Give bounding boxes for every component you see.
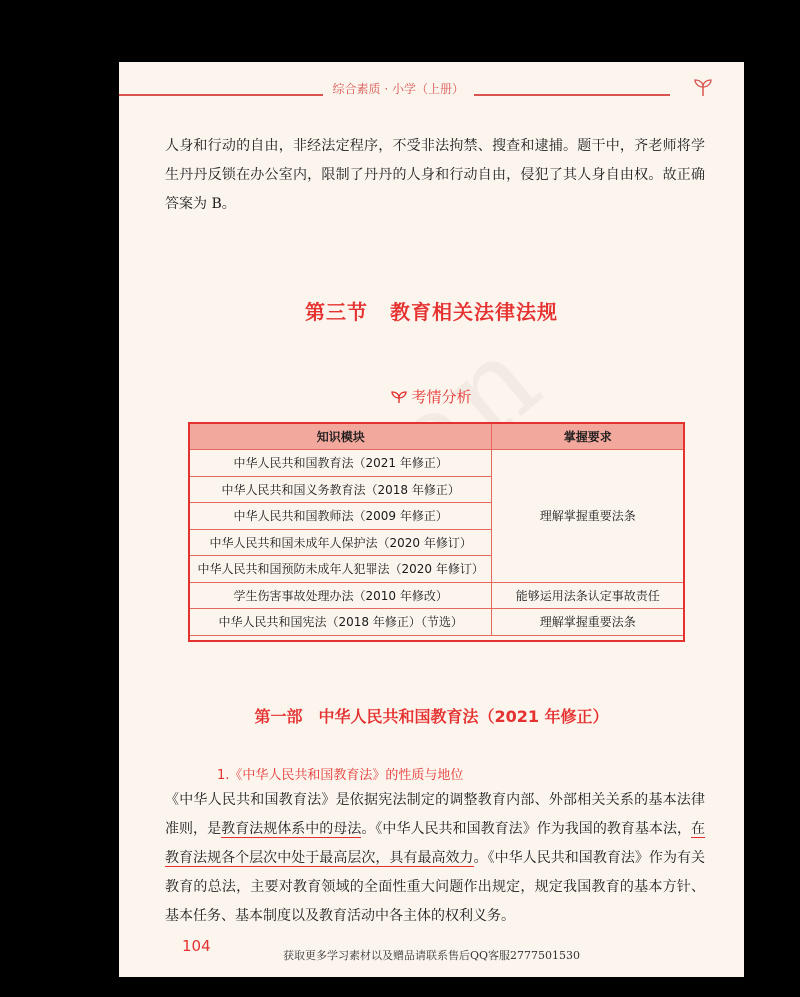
- analysis-title: 考情分析: [411, 388, 472, 406]
- promo-footer: 获取更多学习素材以及赠品请联系售后QQ客服2777501530: [282, 949, 581, 962]
- subheading: 1.《中华人民共和国教育法》的性质与地位: [217, 768, 464, 783]
- sprout-icon: [692, 76, 714, 98]
- table-cell: 学生伤害事故处理办法（2010 年修改）: [190, 582, 492, 609]
- table-cell: 中华人民共和国义务教育法（2018 年修正）: [190, 476, 492, 503]
- running-header: [119, 62, 744, 102]
- table-cell: 中华人民共和国教育法（2021 年修正）: [190, 450, 492, 477]
- table-cell-requirement: 理解掌握重要法条: [492, 450, 684, 583]
- part-prefix: 第一部: [254, 707, 303, 726]
- part-name: 中华人民共和国教育法（2021 年修正）: [318, 707, 609, 726]
- header-title: 综合素质 · 小学（上册）: [323, 81, 474, 97]
- exam-analysis-table: [189, 423, 684, 636]
- underlined-text: 教育法规体系中的母法: [221, 821, 362, 837]
- body-text: 《中华人民共和国教育法》是依据宪法制定的调整教育内部、外部相关关系的基本法律准则，是: [165, 792, 705, 837]
- leaf-icon: [391, 390, 407, 404]
- book-page: [119, 62, 744, 977]
- table-cell: 中华人民共和国宪法（2018 年修正）（节选）: [190, 609, 492, 636]
- table-cell: 中华人民共和国预防未成年人犯罪法（2020 年修订）: [190, 556, 492, 583]
- analysis-heading: [119, 386, 744, 407]
- table-header-row: [190, 424, 684, 450]
- section-name: 教育相关法律法规: [390, 300, 558, 324]
- table-row: [190, 582, 684, 609]
- table-row: [190, 609, 684, 636]
- body-text: 。《中华人民共和国教育法》作为我国的教育基本法，: [361, 821, 692, 837]
- underlined-text: 在教育法规各个层次中处于最高层次，具有最高效力: [165, 821, 706, 866]
- table-header: 掌握要求: [492, 424, 684, 450]
- body-text: 。《中华人民共和国教育法》作为有关教育的总法，主要对教育领域的全面性重大问题作出规定，规定我国教育的基本方针、基本任务、基本制度以及教育活动中各主体的权利义务。: [165, 850, 705, 924]
- table-cell: 中华人民共和国未成年人保护法（2020 年修订）: [190, 529, 492, 556]
- intro-paragraph: 人身和行动的自由，非经法定程序，不受非法拘禁、搜查和逮捕。题干中，齐老师将学生丹丹反锁在办公室内，限制了丹丹的人身和行动自由，侵犯了其人身自由权。故正确答案为 B。: [165, 138, 705, 212]
- table-header: 知识模块: [190, 424, 492, 450]
- section-prefix: 第三节: [305, 300, 368, 324]
- table-cell-requirement: 理解掌握重要法条: [492, 609, 684, 636]
- table-cell-requirement: 能够运用法条认定事故责任: [492, 582, 684, 609]
- body-paragraph: [165, 786, 705, 931]
- section-title: [119, 296, 744, 325]
- page-number: 104: [182, 937, 211, 955]
- part-title: [119, 704, 744, 727]
- table-cell: 中华人民共和国教师法（2009 年修正）: [190, 503, 492, 530]
- table-row: [190, 450, 684, 477]
